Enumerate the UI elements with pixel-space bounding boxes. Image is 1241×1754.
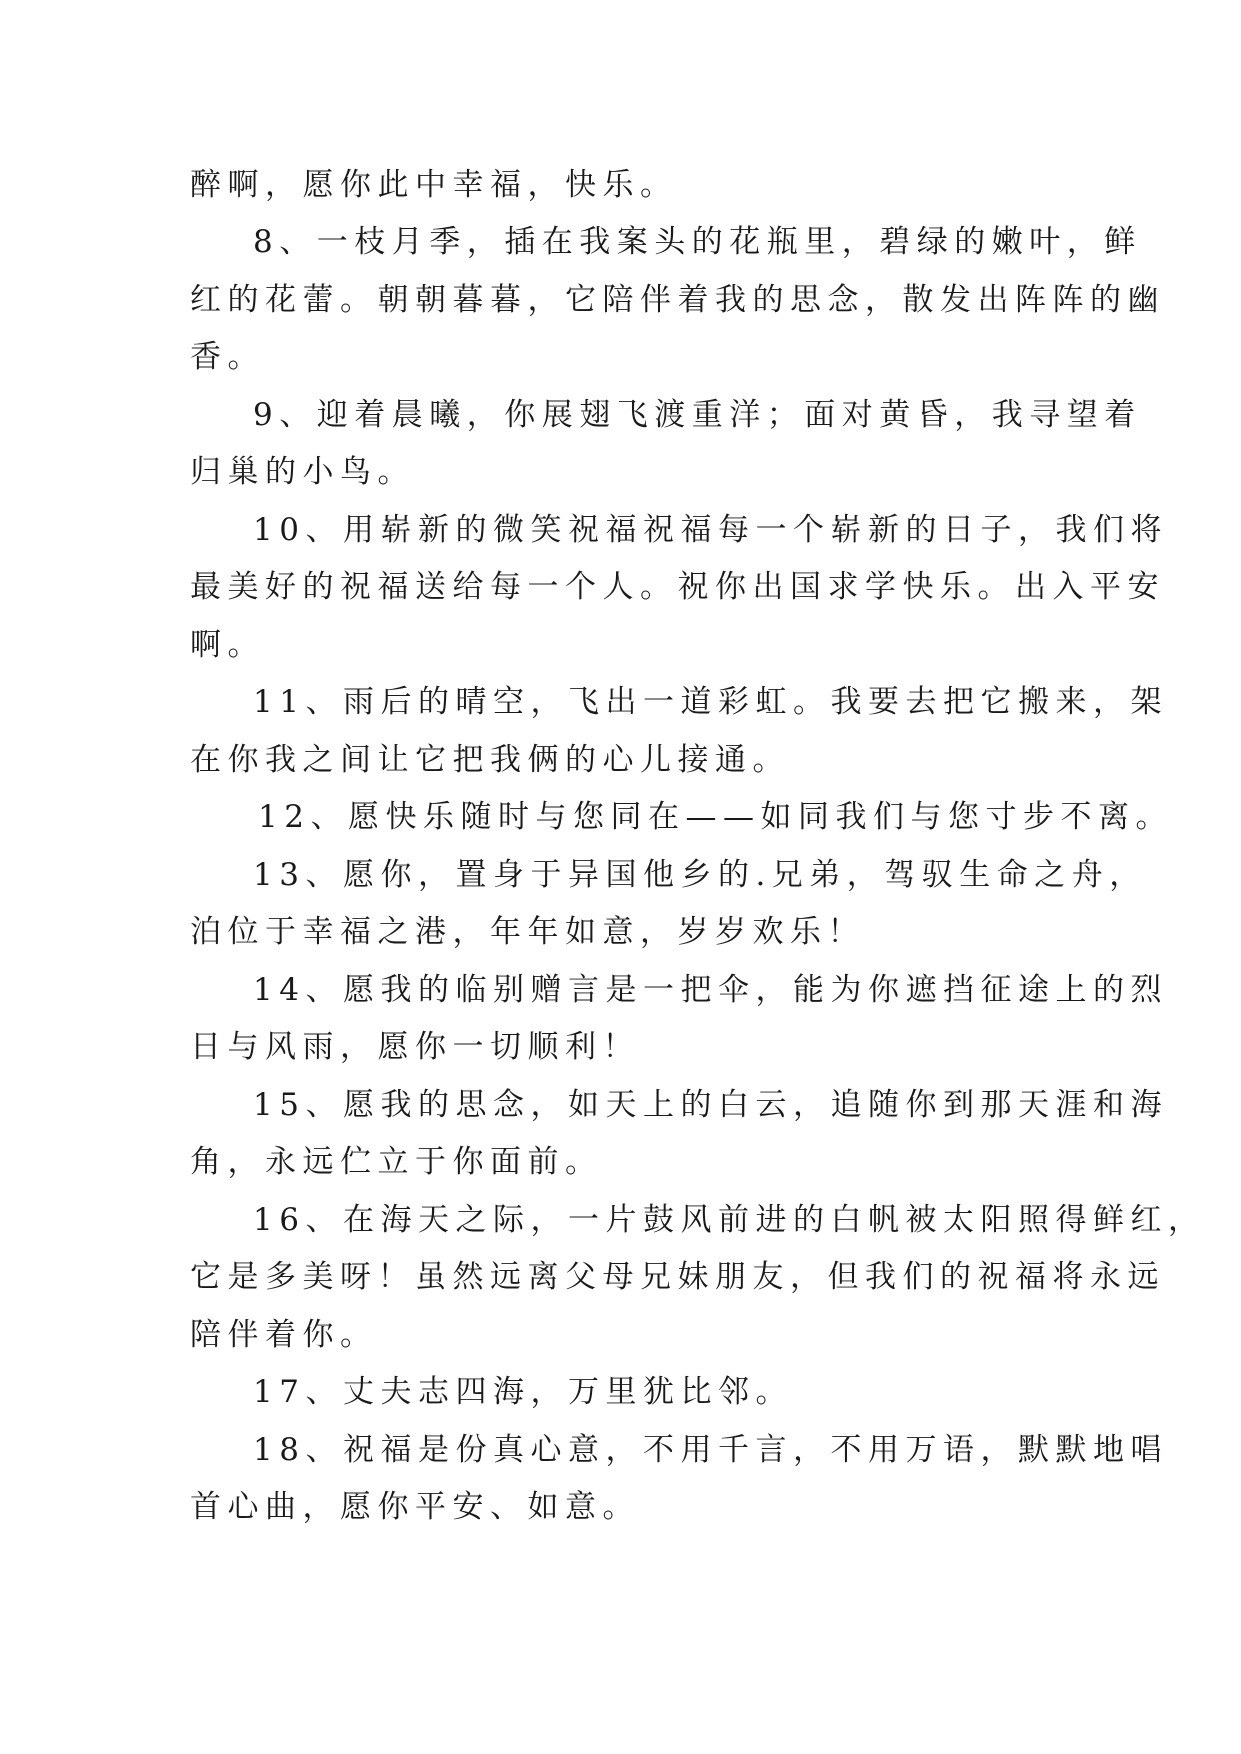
text-line: 8、一枝月季，插在我案头的花瓶里，碧绿的嫩叶，鲜 bbox=[253, 224, 1142, 260]
text-line: 它是多美呀！虽然远离父母兄妹朋友，但我们的祝福将永远 bbox=[190, 1259, 1165, 1295]
text-line: 香。 bbox=[190, 339, 265, 375]
text-line: 10、用崭新的微笑祝福祝福每一个崭新的日子，我们将 bbox=[253, 512, 1168, 548]
text-line: 12、愿快乐随时与您同在——如同我们与您寸步不离。 bbox=[258, 799, 1173, 835]
text-line: 红的花蕾。朝朝暮暮，它陪伴着我的思念，散发出阵阵的幽 bbox=[190, 282, 1165, 318]
text-line: 18、祝福是份真心意，不用千言，不用万语，默默地唱 bbox=[253, 1432, 1168, 1468]
text-line: 啊。 bbox=[190, 627, 265, 663]
text-line: 14、愿我的临别赠言是一把伞，能为你遮挡征途上的烈 bbox=[253, 972, 1168, 1008]
text-line: 陪伴着你。 bbox=[190, 1317, 378, 1353]
text-line: 16、在海天之际，一片鼓风前进的白帆被太阳照得鲜红， bbox=[253, 1202, 1206, 1238]
text-line: 17、丈夫志四海，万里犹比邻。 bbox=[253, 1374, 793, 1410]
text-line: 最美好的祝福送给每一个人。祝你出国求学快乐。出入平安 bbox=[190, 569, 1165, 605]
text-line: 13、愿你，置身于异国他乡的.兄弟，驾驭生命之舟， bbox=[253, 857, 1147, 893]
text-line: 角，永远伫立于你面前。 bbox=[190, 1144, 603, 1180]
text-line: 归巢的小鸟。 bbox=[190, 454, 415, 490]
text-line: 15、愿我的思念，如天上的白云，追随你到那天涯和海 bbox=[253, 1087, 1168, 1123]
text-line: 首心曲，愿你平安、如意。 bbox=[190, 1489, 640, 1525]
text-line: 泊位于幸福之港，年年如意，岁岁欢乐！ bbox=[190, 914, 865, 950]
text-line: 在你我之间让它把我俩的心儿接通。 bbox=[190, 742, 790, 778]
text-line: 日与风雨，愿你一切顺利！ bbox=[190, 1029, 640, 1065]
text-line: 11、雨后的晴空，飞出一道彩虹。我要去把它搬来，架 bbox=[253, 684, 1168, 720]
text-line: 9、迎着晨曦，你展翅飞渡重洋；面对黄昏，我寻望着 bbox=[253, 397, 1142, 433]
text-line: 醉啊，愿你此中幸福，快乐。 bbox=[190, 167, 678, 203]
